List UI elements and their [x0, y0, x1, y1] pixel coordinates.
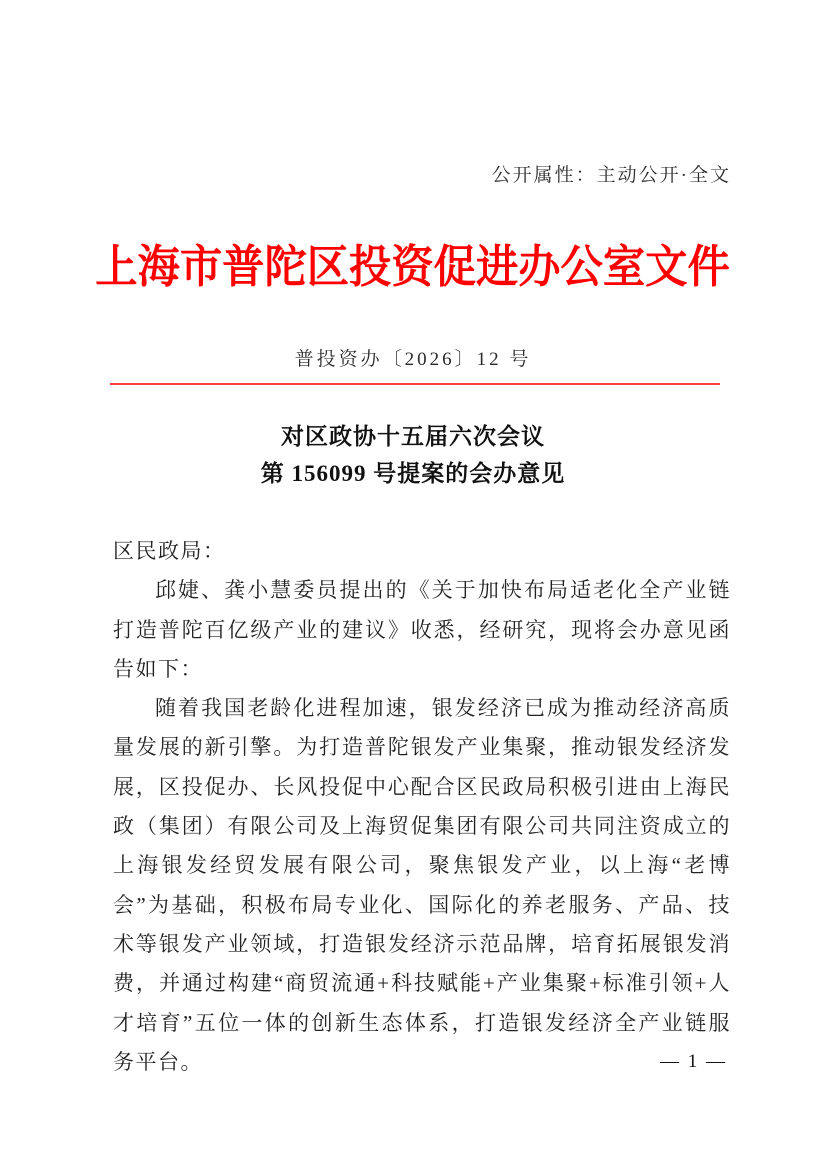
document-body — [113, 532, 731, 1082]
document-number: 普投资办〔2026〕12 号 — [294, 349, 532, 370]
publicity-attribute-label: 公开属性：主动公开·全文 — [491, 165, 731, 186]
body-paragraph-1: 邱婕、龚小慧委员提出的《关于加快布局适老化全产业链 打造普陀百亿级产业的建议》收悉，经研究，现将会办意见函告如下： — [113, 578, 731, 681]
subject-title — [0, 418, 826, 492]
page-number: — 1 — — [660, 1051, 727, 1072]
letterhead-separator-line — [110, 383, 720, 385]
body-paragraph-2: 随着我国老龄化进程加速，银发经济已成为推动经济高质量发展的新引擎。为打造普陀银发产业集聚，推动银发经济发展，区投促办、长风投促中心配合区民政局积极引进由上海民政（集团）有限公司及上海贸促集团有限公司共同注资成立的上海银发经贸发展有限公司，聚焦银发产业，以上海“老博会”为基础，积极布局专业化、国际化的养老服务、产品、技术等银发产业领域，打造银发经济示范品牌，培育拓展银发消费，并通过构建“商贸流通+科技赋能+产业集聚+标准引领+人才培育”五位一体的创新生态体系，打造银发经济全产业链服务平台。 — [113, 696, 731, 1074]
subject-title-line1: 对区政协十五届六次会议 — [281, 424, 545, 449]
subject-title-line2: 第 156099 号提案的会办意见 — [260, 461, 566, 486]
letterhead-agency-title-text: 上海市普陀区投资促进办公室文件 — [95, 242, 731, 292]
salutation: 区民政局： — [113, 539, 226, 563]
letterhead-agency-title — [0, 236, 826, 298]
